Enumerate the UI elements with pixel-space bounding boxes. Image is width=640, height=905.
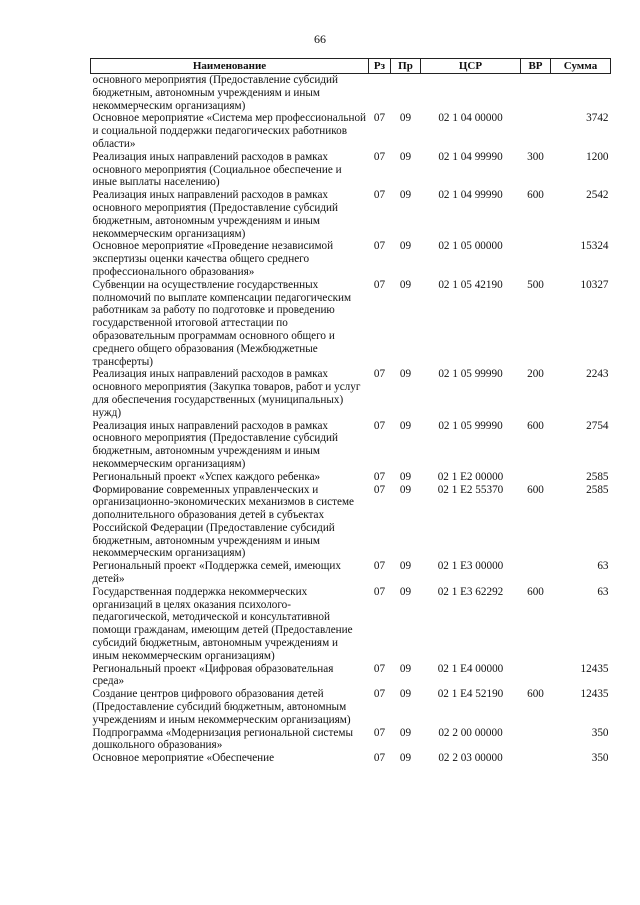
cell-name: Основное мероприятие «Система мер профессиональной и социальной поддержки педагогических работников области» (92, 112, 367, 150)
cell-sum: 12435 (580, 688, 609, 701)
cell-csr (421, 74, 521, 113)
cell-rz: 07 (373, 470, 386, 483)
header-pr: Пр (391, 59, 421, 74)
cell-sum: 10327 (580, 278, 609, 291)
cell-pr: 09 (399, 278, 412, 291)
table-row (91, 586, 611, 663)
cell-vr: 600 (527, 483, 544, 496)
cell-csr: 02 1 05 42190 (438, 278, 503, 291)
cell-name: Реализация иных направлений расходов в рамках основного мероприятия (Предоставление субсидий бюджетным, автономным учреждениям и иным некоммерческим организациям) (92, 189, 338, 240)
cell-pr: 09 (399, 662, 412, 675)
cell-vr (521, 112, 551, 150)
cell-vr (521, 663, 551, 689)
cell-name: Реализация иных направлений расходов в рамках основного мероприятия (Предоставление субсидий бюджетным, автономным учреждениям и иным некоммерческим организациям) (92, 419, 338, 470)
cell-pr: 09 (399, 585, 412, 598)
budget-table (90, 58, 611, 765)
table-row (91, 279, 611, 369)
cell-rz: 07 (373, 368, 386, 381)
cell-rz: 07 (373, 662, 386, 675)
cell-pr: 09 (399, 688, 412, 701)
cell-name: Реализация иных направлений расходов в рамках основного мероприятия (Социальное обеспечение и иные выплаты населению) (92, 150, 342, 189)
cell-sum: 3742 (586, 112, 609, 125)
table-row (91, 471, 611, 484)
table-row (91, 112, 611, 150)
cell-pr: 09 (399, 726, 412, 739)
cell-vr: 300 (527, 150, 544, 163)
cell-vr: 600 (527, 189, 544, 202)
cell-name: Подпрограмма «Модернизация региональной системы дошкольного образования» (92, 726, 353, 752)
header-sum: Сумма (551, 59, 611, 74)
cell-csr: 02 1 E3 62292 (437, 585, 504, 598)
table-row (91, 484, 611, 561)
cell-rz: 07 (373, 483, 386, 496)
cell-sum: 350 (591, 726, 609, 739)
table-row (91, 752, 611, 765)
cell-csr: 02 1 04 99990 (438, 150, 503, 163)
cell-rz: 07 (373, 278, 386, 291)
cell-vr: 200 (527, 368, 544, 381)
cell-rz: 07 (373, 726, 386, 739)
table-row (91, 151, 611, 189)
table-row (91, 688, 611, 726)
cell-sum: 2542 (586, 189, 609, 202)
cell-csr: 02 1 04 00000 (438, 112, 503, 125)
cell-pr: 09 (399, 470, 412, 483)
cell-vr (521, 471, 551, 484)
cell-csr: 02 2 03 00000 (438, 752, 503, 765)
header-name: Наименование (91, 59, 369, 74)
table-row (91, 560, 611, 586)
cell-vr (521, 752, 551, 765)
table-row (91, 663, 611, 689)
cell-csr: 02 1 05 99990 (438, 368, 503, 381)
cell-name: Региональный проект «Цифровая образовательная среда» (92, 662, 334, 688)
cell-csr: 02 1 E2 00000 (437, 470, 504, 483)
cell-pr: 09 (399, 483, 412, 496)
cell-pr: 09 (399, 150, 412, 163)
cell-csr: 02 1 E3 00000 (437, 560, 504, 573)
table-row (91, 240, 611, 278)
cell-sum: 2585 (586, 470, 609, 483)
cell-csr: 02 1 E4 52190 (437, 688, 504, 701)
cell-pr: 09 (399, 368, 412, 381)
cell-pr: 09 (399, 112, 412, 125)
page-number: 66 (314, 32, 326, 46)
cell-rz: 07 (373, 240, 386, 253)
table-row (91, 420, 611, 471)
cell-sum: 1200 (586, 150, 609, 163)
cell-csr: 02 1 E2 55370 (437, 483, 504, 496)
cell-vr: 600 (527, 585, 544, 598)
cell-name: Региональный проект «Поддержка семей, имеющих детей» (92, 560, 341, 586)
cell-rz (369, 74, 391, 113)
cell-rz: 07 (373, 150, 386, 163)
cell-pr (391, 74, 421, 113)
cell-name: Государственная поддержка некоммерческих организаций в целях оказания психолого-педагогической, методической и консультативной помощи гражданам, имеющим детей (Предоставление субсидий бюджетным, автономным учреждениям и иным некоммерческим организациям) (92, 585, 353, 662)
cell-sum: 15324 (580, 240, 609, 253)
cell-pr: 09 (399, 560, 412, 573)
header-vr: ВР (521, 59, 551, 74)
cell-sum: 2754 (586, 419, 609, 432)
table-header-row (91, 59, 611, 74)
cell-rz: 07 (373, 560, 386, 573)
cell-name: Субвенции на осуществление государственных полномочий по выплате компенсации педагогическим работникам за работу по подготовке и проведению государственной итоговой аттестации по образовательным программам основного общего и среднего общего образования (Межбюджетные трансферты) (92, 278, 352, 368)
cell-name: Реализация иных направлений расходов в рамках основного мероприятия (Закупка товаров, работ и услуг для обеспечения государственных (муниципальных) нужд) (92, 368, 361, 419)
cell-vr: 600 (527, 688, 544, 701)
cell-pr: 09 (399, 752, 412, 765)
table-row (91, 368, 611, 419)
cell-csr: 02 1 04 99990 (438, 189, 503, 202)
cell-rz: 07 (373, 688, 386, 701)
table-row (91, 74, 611, 113)
table-row (91, 189, 611, 240)
cell-name: Формирование современных управленческих и организационно-экономических механизмов в системе дополнительного образования детей в субъектах Российской Федерации (Предоставление субсидий бюджетным, автономным учреждениям и иным некоммерческим организациям) (92, 483, 355, 560)
cell-pr: 09 (399, 240, 412, 253)
cell-pr: 09 (399, 189, 412, 202)
cell-name: основного мероприятия (Предоставление субсидий бюджетным, автономным учреждениям и иным некоммерческим организациям) (92, 74, 338, 112)
cell-name: Создание центров цифрового образования детей (Предоставление субсидий бюджетным, автономным учреждениям и иным некоммерческим организациям) (92, 688, 351, 726)
cell-name: Основное мероприятие «Проведение независимой экспертизы оценки качества общего среднего профессионального образования» (92, 240, 334, 278)
cell-vr: 600 (527, 419, 544, 432)
cell-rz: 07 (373, 585, 386, 598)
header-csr: ЦСР (421, 59, 521, 74)
cell-sum (551, 74, 611, 113)
cell-csr: 02 2 00 00000 (438, 726, 503, 739)
cell-vr (521, 240, 551, 278)
cell-csr: 02 1 E4 00000 (437, 662, 504, 675)
cell-csr: 02 1 05 99990 (438, 419, 503, 432)
cell-vr: 500 (527, 278, 544, 291)
cell-sum: 2585 (586, 483, 609, 496)
cell-sum: 350 (591, 752, 609, 765)
cell-sum: 63 (597, 560, 609, 573)
cell-vr (521, 74, 551, 113)
cell-sum: 2243 (586, 368, 609, 381)
cell-sum: 12435 (580, 662, 609, 675)
cell-rz: 07 (373, 112, 386, 125)
cell-rz: 07 (373, 419, 386, 432)
cell-rz: 07 (373, 752, 386, 765)
cell-csr: 02 1 05 00000 (438, 240, 503, 253)
header-rz: Рз (369, 59, 391, 74)
cell-vr (521, 727, 551, 753)
table-row (91, 727, 611, 753)
cell-vr (521, 560, 551, 586)
cell-sum: 63 (597, 585, 609, 598)
cell-pr: 09 (399, 419, 412, 432)
cell-name: Региональный проект «Успех каждого ребенка» (92, 470, 321, 483)
cell-name: Основное мероприятие «Обеспечение (92, 752, 275, 765)
cell-rz: 07 (373, 189, 386, 202)
